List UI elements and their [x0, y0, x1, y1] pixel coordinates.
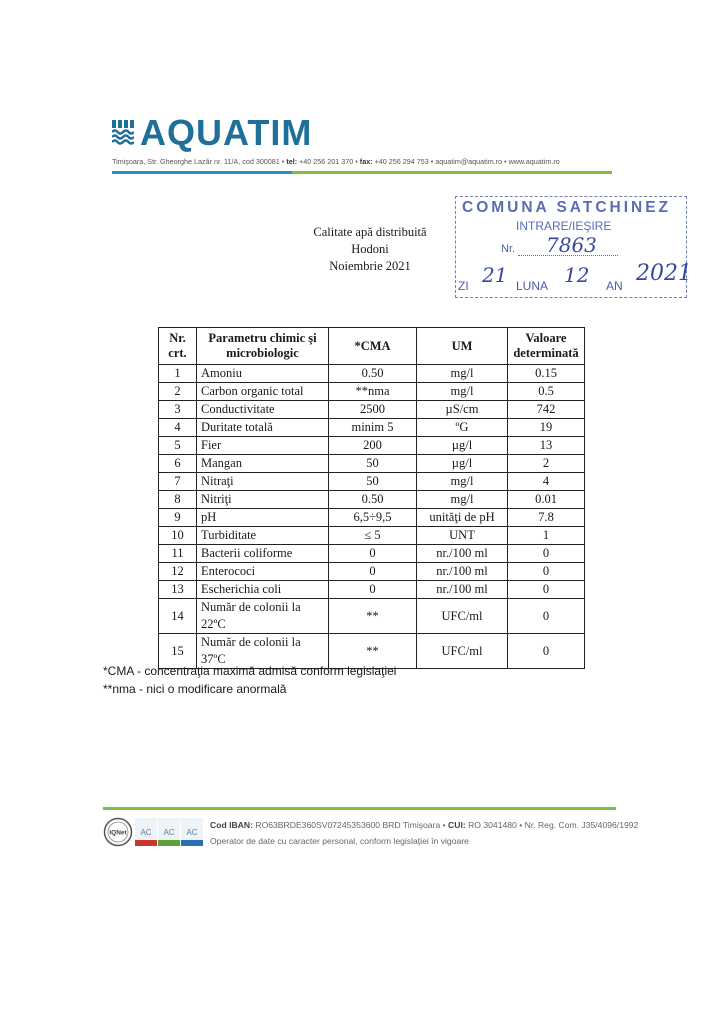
cell-um: mg/l [417, 491, 508, 509]
cell-param: Mangan [197, 455, 329, 473]
cell-cma: **nma [329, 383, 417, 401]
tel: +40 256 201 370 • [299, 157, 358, 166]
cell-val: 0.5 [508, 383, 585, 401]
title-line-1: Calitate apă distribuită [313, 225, 427, 239]
cell-nr: 5 [159, 437, 197, 455]
footer-divider [103, 807, 616, 810]
table-row [159, 455, 585, 473]
certification-badges [135, 818, 204, 846]
stamp-an-value: 2021 [636, 261, 692, 286]
table-row [159, 509, 585, 527]
cell-param: Conductivitate [197, 401, 329, 419]
cell-val: 0 [508, 634, 585, 669]
cell-nr: 11 [159, 545, 197, 563]
cell-param: Escherichia coli [197, 581, 329, 599]
cell-um: nr./100 ml [417, 581, 508, 599]
table-row [159, 491, 585, 509]
cell-nr: 9 [159, 509, 197, 527]
iban: RO63BRDE360SV07245353600 BRD Timişoara • [255, 820, 446, 830]
iqnet-seal-icon [103, 817, 133, 847]
cell-cma: 0 [329, 545, 417, 563]
table-header-row [159, 328, 585, 365]
cell-cma: 0 [329, 581, 417, 599]
cell-um: ºG [417, 419, 508, 437]
cell-um: UFC/ml [417, 634, 508, 669]
header-nr: Nr. crt. [159, 328, 197, 365]
logo-text: AQUATIM [140, 112, 313, 153]
cell-um: nr./100 ml [417, 563, 508, 581]
cell-param: Enterococi [197, 563, 329, 581]
cell-param: Duritate totală [197, 419, 329, 437]
footnote-cma: *CMA - concentraţia maximă admisă conform legislaţiei [103, 664, 397, 678]
cell-nr: 6 [159, 455, 197, 473]
water-waves-icon [112, 120, 134, 146]
seal-text: IQNet [109, 829, 127, 837]
certification-badge-icon [158, 818, 180, 846]
table-row [159, 527, 585, 545]
cell-nr: 14 [159, 599, 197, 634]
fax-label: fax: [359, 157, 373, 166]
cell-cma: ** [329, 599, 417, 634]
cell-nr: 10 [159, 527, 197, 545]
cell-val: 0 [508, 599, 585, 634]
cell-cma: ** [329, 634, 417, 669]
cell-cma: 0.50 [329, 491, 417, 509]
cell-param: Nitriţi [197, 491, 329, 509]
stamp-nr-value: 7863 [546, 233, 597, 257]
water-quality-table [158, 327, 585, 669]
stamp-luna-label: LUNA [516, 279, 549, 293]
address: Timişoara, Str. Gheorghe Lazăr nr. 11/A, cod 300081 • [112, 157, 285, 166]
header-val: Valoare determinată [508, 328, 585, 365]
stamp-an-label: AN [606, 279, 623, 293]
cell-cma: 50 [329, 455, 417, 473]
footnote-nma: **nma - nici o modificare anormală [103, 682, 287, 696]
cell-val: 0.01 [508, 491, 585, 509]
cell-val: 7.8 [508, 509, 585, 527]
stamp-zi-label: ZI [458, 279, 469, 293]
cell-val: 742 [508, 401, 585, 419]
certification-badge-icon [181, 818, 203, 846]
document-title [290, 224, 450, 275]
company-logo [112, 112, 313, 153]
header-param: Parametru chimic şi microbiologic [197, 328, 329, 365]
header-um: UM [417, 328, 508, 365]
cell-um: nr./100 ml [417, 545, 508, 563]
cell-param: pH [197, 509, 329, 527]
cell-cma: 0.50 [329, 365, 417, 383]
stamp-io: INTRARE/IEŞIRE [516, 219, 612, 233]
cell-val: 13 [508, 437, 585, 455]
cui-label: CUI: [448, 820, 466, 830]
cui: RO 3041480 • Nr. Reg. Com. J35/4096/1992 [468, 820, 639, 830]
title-line-3: Noiembrie 2021 [329, 259, 411, 273]
cell-val: 4 [508, 473, 585, 491]
cell-val: 19 [508, 419, 585, 437]
cell-param: Număr de colonii la 22ºC [197, 599, 329, 634]
cell-val: 0 [508, 581, 585, 599]
stamp-zi-value: 21 [482, 263, 508, 287]
cell-cma: 6,5÷9,5 [329, 509, 417, 527]
cell-um: mg/l [417, 383, 508, 401]
table-row [159, 545, 585, 563]
header-cma: *CMA [329, 328, 417, 365]
header-divider [112, 171, 612, 174]
table-row [159, 419, 585, 437]
fax: +40 256 294 753 • [374, 157, 434, 166]
cell-param: Bacterii coliforme [197, 545, 329, 563]
cell-val: 2 [508, 455, 585, 473]
table-row [159, 401, 585, 419]
table-row [159, 563, 585, 581]
cell-um: UNT [417, 527, 508, 545]
cell-param: Număr de colonii la 37ºC [197, 634, 329, 669]
cell-nr: 13 [159, 581, 197, 599]
cell-um: mg/l [417, 473, 508, 491]
cell-cma: 2500 [329, 401, 417, 419]
cell-nr: 15 [159, 634, 197, 669]
email-web: aquatim@aquatim.ro • www.aquatim.ro [435, 157, 560, 166]
cell-nr: 2 [159, 383, 197, 401]
cell-cma: minim 5 [329, 419, 417, 437]
svg-text:AC: AC [140, 828, 152, 837]
footer-text [210, 817, 638, 849]
tel-label: tel: [286, 157, 298, 166]
table-row [159, 473, 585, 491]
cell-nr: 3 [159, 401, 197, 419]
cell-param: Nitraţi [197, 473, 329, 491]
cell-val: 1 [508, 527, 585, 545]
footnotes [103, 662, 396, 698]
stamp-nr-label: Nr. [501, 243, 516, 255]
title-line-2: Hodoni [351, 242, 389, 256]
cell-cma: 50 [329, 473, 417, 491]
cell-nr: 4 [159, 419, 197, 437]
cell-param: Amoniu [197, 365, 329, 383]
registration-stamp [455, 196, 692, 298]
cell-val: 0 [508, 545, 585, 563]
cell-um: UFC/ml [417, 599, 508, 634]
cell-um: mg/l [417, 365, 508, 383]
cell-cma: 200 [329, 437, 417, 455]
cell-cma: 0 [329, 563, 417, 581]
table-row [159, 365, 585, 383]
stamp-luna-value: 12 [564, 263, 590, 287]
table-row [159, 581, 585, 599]
cell-nr: 8 [159, 491, 197, 509]
table-row [159, 383, 585, 401]
cell-nr: 12 [159, 563, 197, 581]
cell-nr: 1 [159, 365, 197, 383]
cell-um: µg/l [417, 437, 508, 455]
cell-param: Fier [197, 437, 329, 455]
cell-param: Carbon organic total [197, 383, 329, 401]
cell-nr: 7 [159, 473, 197, 491]
cell-param: Turbiditate [197, 527, 329, 545]
cell-um: µg/l [417, 455, 508, 473]
cell-val: 0.15 [508, 365, 585, 383]
cell-um: µS/cm [417, 401, 508, 419]
cell-cma: ≤ 5 [329, 527, 417, 545]
iban-label: Cod IBAN: [210, 820, 253, 830]
certification-badge-icon [135, 818, 157, 846]
cell-val: 0 [508, 563, 585, 581]
data-operator-note: Operator de date cu caracter personal, conform legislaţiei în vigoare [210, 836, 469, 846]
table-row [159, 437, 585, 455]
svg-text:AC: AC [186, 828, 198, 837]
svg-text:AC: AC [163, 828, 175, 837]
table-row [159, 599, 585, 634]
stamp-title: COMUNA SATCHINEZ [462, 199, 672, 216]
cell-um: unităţi de pH [417, 509, 508, 527]
contact-line [112, 157, 560, 166]
